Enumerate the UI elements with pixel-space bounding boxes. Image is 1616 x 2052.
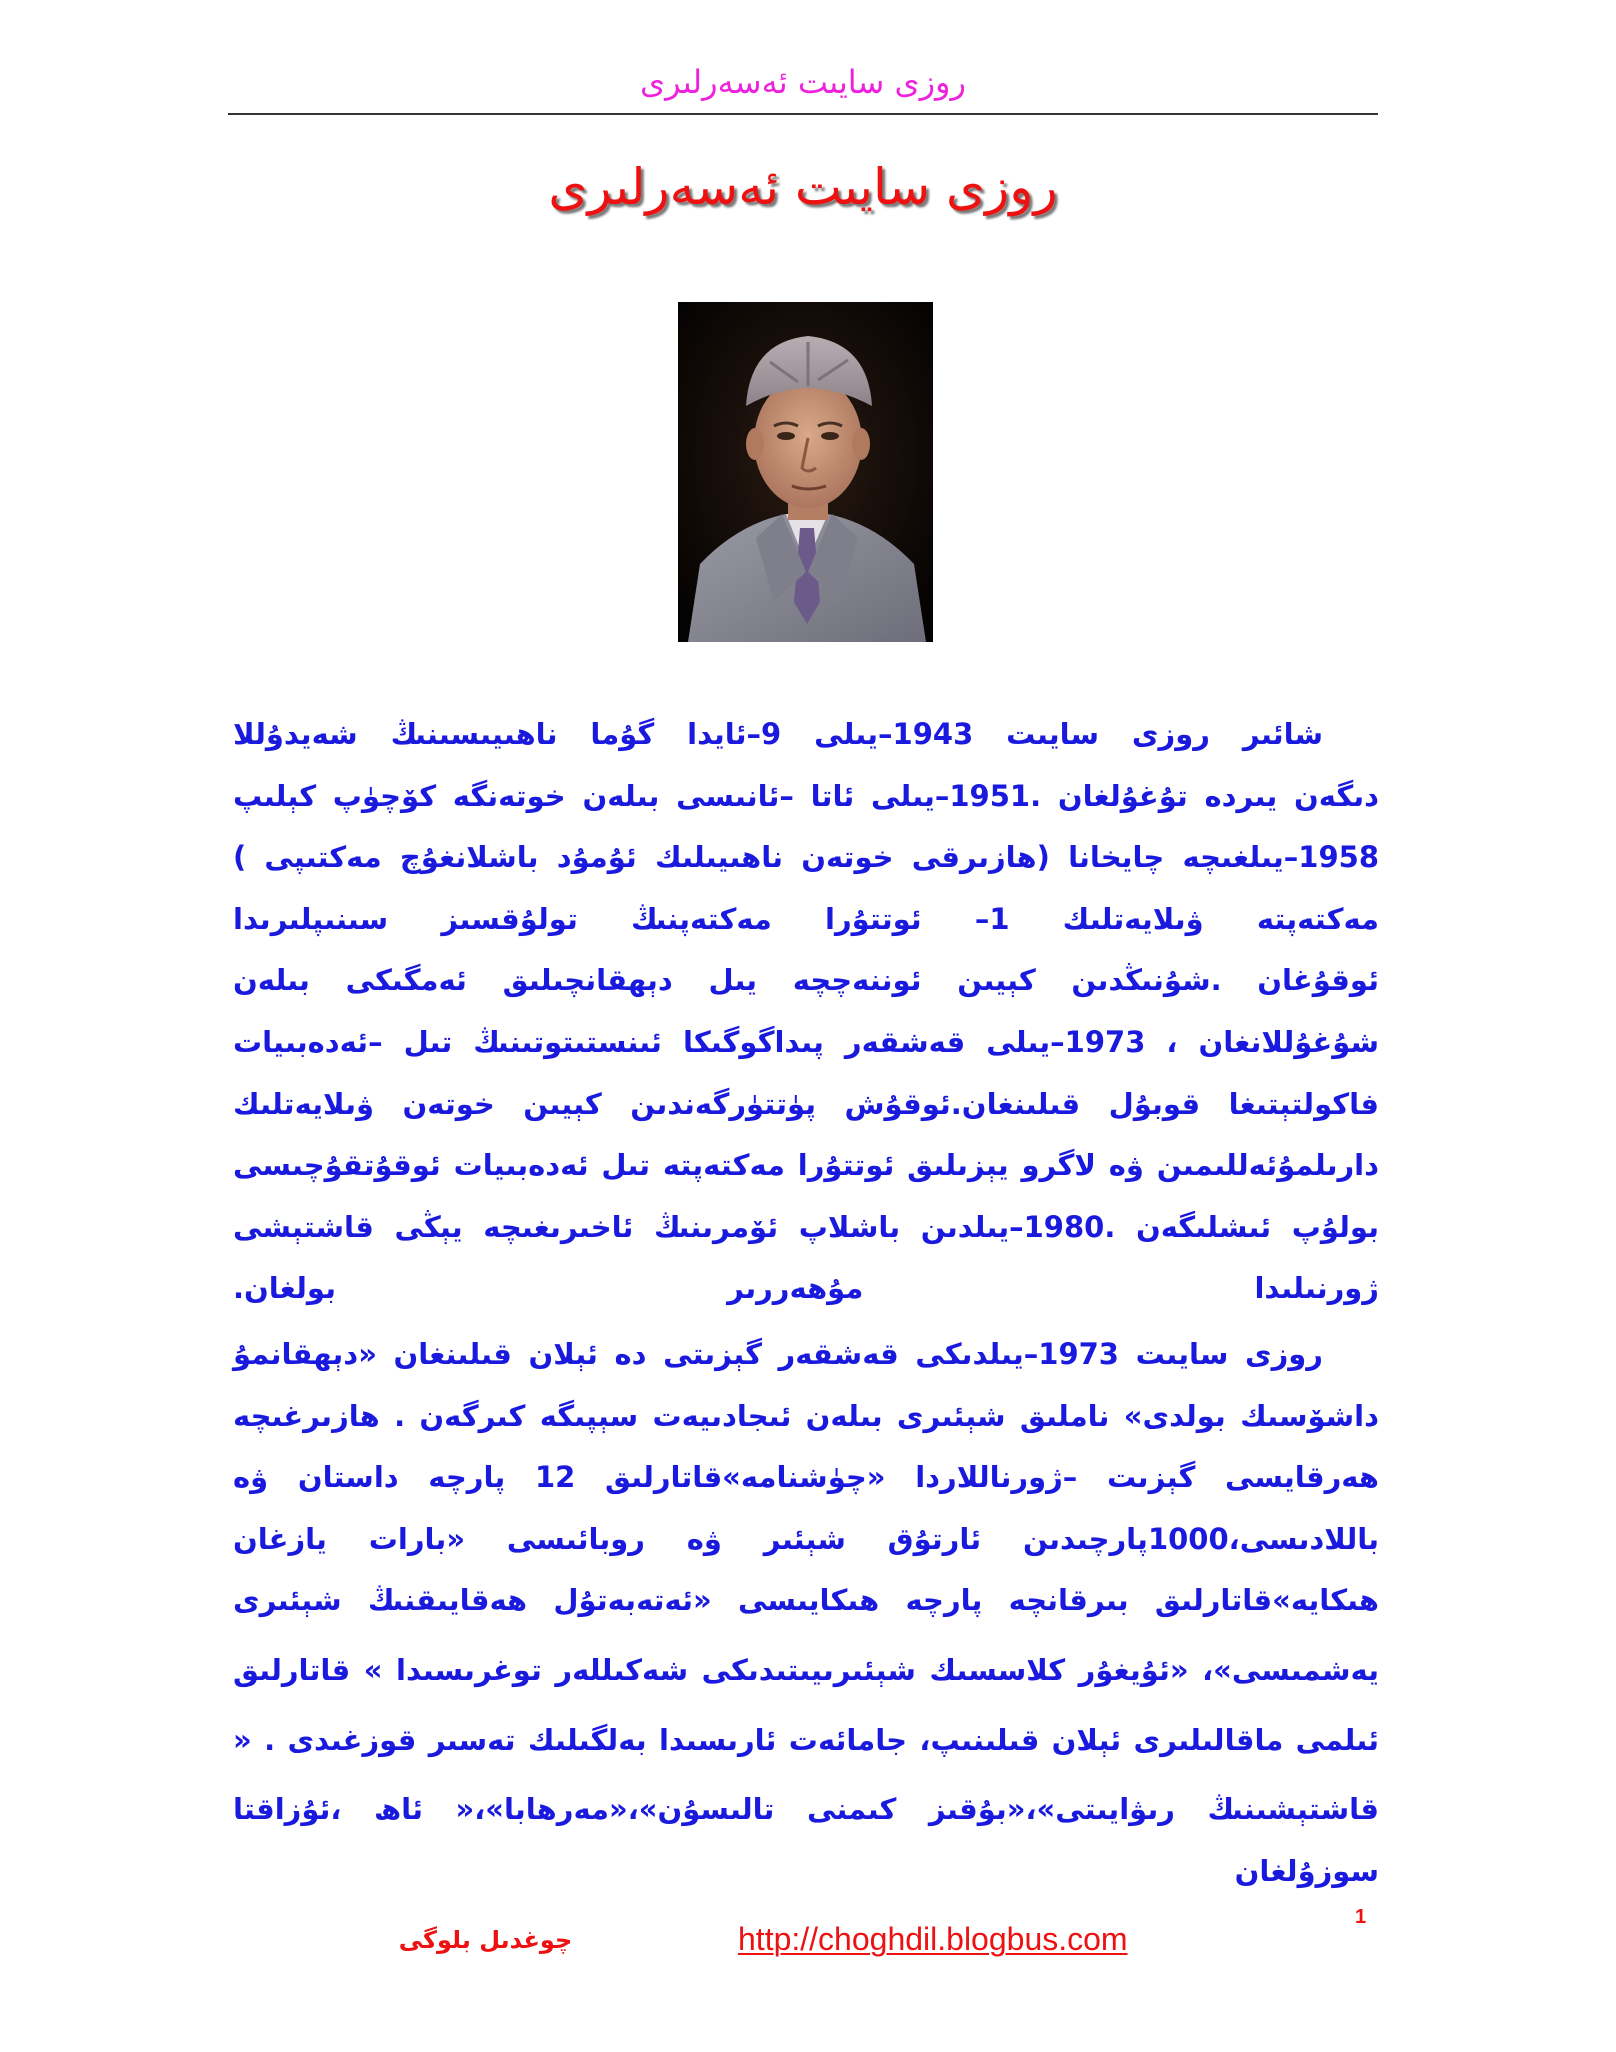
text-line: 1958–يىلغىچە چايخانا (ھازىرقى خوتەن ناھىيىلىك ئۇمۇد باشلانغۇچ مەكتىپى ) xyxy=(233,840,1379,875)
footer-blog-name: چوغدىل بلوگى xyxy=(398,1926,573,1954)
page-number: 1 xyxy=(1355,1906,1367,1928)
footer-url-link[interactable]: http://choghdil.blogbus.com xyxy=(738,1921,1128,1957)
text-line: ئىلمى ماقالىلىرى ئېلان قىلىنىپ، جامائەت ئارىسىدا بەلگىلىك تەسىر قوزغىدى . « xyxy=(233,1722,1379,1757)
article-body xyxy=(233,704,1379,1902)
text-line: ھەرقايسى گېزىت –ژورناللاردا «چۈشنامە»قاتارلىق 12 پارچە داستان ۋە xyxy=(233,1460,1379,1495)
text-line: شائىر روزى سايىت 1943–يىلى 9–ئايدا گۇما ناھىيىسىنىڭ شەيدۇللا xyxy=(233,717,1323,751)
paragraph-biography xyxy=(233,704,1379,1320)
author-portrait xyxy=(678,302,933,642)
author-portrait-photo-icon xyxy=(678,302,933,642)
text-line: ئوقۇغان .شۇنىڭدىن كېيىن ئوننەچچە يىل دېھقانچىلىق ئەمگىكى بىلەن xyxy=(233,963,1379,998)
text-line: ژورنىلىدا مۇھەررىر بولغان. xyxy=(233,1271,1379,1306)
text-line: يەشمىسى»، «ئۇيغۇر كلاسسىك شېئىرىيىتىدىكى شەكىللەر توغرىسىدا » قاتارلىق xyxy=(233,1652,1379,1687)
text-line: شۇغۇللانغان ، 1973–يىلى قەشقەر پىداگوگىكا ئىنستىتوتىنىڭ تىل –ئەدەبىيات xyxy=(233,1024,1379,1059)
text-line: مەكتەپتە ۋىلايەتلىك 1– ئوتتۇرا مەكتەپنىڭ تولۇقسىز سىنىپلىرىدا xyxy=(233,901,1379,936)
page-title: روزى سايىت ئەسەرلىرى xyxy=(548,158,1058,216)
header-rule xyxy=(228,113,1378,115)
text-line: قاشتېشىنىڭ رىۋايىتى»،«بۇقىز كىمنى تالىسۇن»،«مەرھابا»،« ئاھ ،ئۇزاقتا سوزۇلغان xyxy=(233,1792,1379,1888)
text-line: ھىكايە»قاتارلىق بىرقانچە پارچە ھىكايىسى «ئەتەبەتۇل ھەقايىقنىڭ شېئىرى xyxy=(233,1583,1379,1618)
text-line: باللادىسى،1000پارچىدىن ئارتۇق شېئىر ۋە روبائىسى «بارات يازغان xyxy=(233,1521,1379,1556)
text-line: دىگەن يىردە تۇغۇلغان .1951–يىلى ئاتا –ئانىسى بىلەن خوتەنگە كۆچۈپ كېلىپ xyxy=(233,778,1379,813)
text-line: فاكولتېتىغا قوبۇل قىلىنغان.ئوقۇش پۈتتۈرگەندىن كېيىن خوتەن ۋىلايەتلىك xyxy=(233,1086,1379,1121)
text-line: بولۇپ ئىشلىگەن .1980–يىلدىن باشلاپ ئۆمرىنىڭ ئاخىرىغىچە يېڭى قاشتېشى xyxy=(233,1209,1379,1244)
text-line: دارىلمۇئەللىمىن ۋە لاگرو يېزىلىق ئوتتۇرا مەكتەپتە تىل ئەدەبىيات ئوقۇتقۇچىسى xyxy=(233,1148,1379,1183)
paragraph-works xyxy=(233,1324,1379,1902)
text-line: روزى سايىت 1973–يىلدىكى قەشقەر گېزىتى دە ئېلان قىلىنغان «دېھقانمۇ xyxy=(233,1336,1323,1371)
text-line: داشۆسىك بولدى» ناملىق شېئىرى بىلەن ئىجادىيەت سېپىگە كىرگەن . ھازىرغىچە xyxy=(233,1398,1379,1433)
running-header: روزى سايىت ئەسەرلىرى xyxy=(640,63,966,101)
